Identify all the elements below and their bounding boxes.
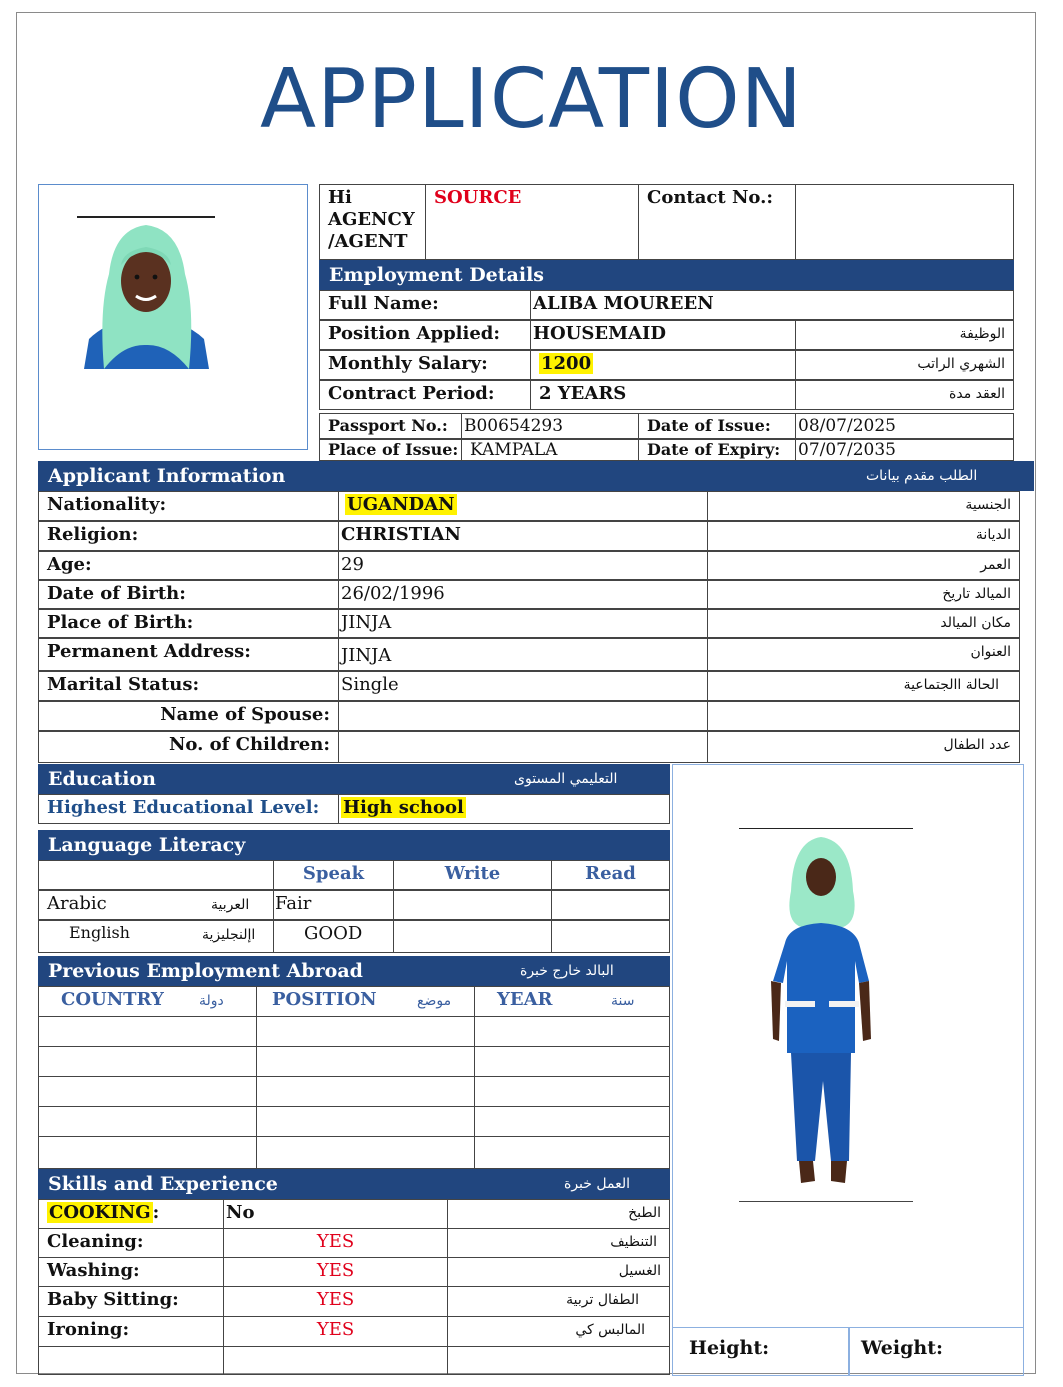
skills-header-label: Skills and Experience: [48, 1173, 278, 1195]
table-cell: [223, 1346, 448, 1375]
english-write: [393, 920, 552, 953]
table-cell: [38, 1106, 257, 1137]
table-cell: [256, 1016, 475, 1047]
skill-washing-value: YES: [223, 1257, 448, 1287]
pob-label: Place of Birth:: [38, 609, 339, 638]
dob-label: Date of Birth:: [38, 580, 339, 609]
col-country-arabic: دولة: [199, 993, 224, 1009]
col-position-arabic: موضع: [417, 993, 452, 1009]
address-arabic: العنوان: [707, 638, 1020, 671]
position-value: HOUSEMAID: [530, 320, 796, 350]
contract-label: Contract Period:: [319, 380, 531, 410]
table-cell: [256, 1106, 475, 1137]
skill-cooking-value: No: [223, 1199, 448, 1229]
table-cell: [474, 1136, 670, 1169]
contract-arabic: العقد مدة: [795, 380, 1014, 410]
table-cell: [474, 1106, 670, 1137]
age-value: 29: [338, 551, 708, 580]
table-cell: [38, 1346, 224, 1375]
education-header: [38, 764, 670, 794]
skills-header-arabic: العمل خبرة: [564, 1176, 630, 1192]
skills-table: COOKING : No الطبخ Cleaning: YES التنظيف Washing: YES الغسيل Baby Sitting: YES الطفال تربية Ironing: YES المالبس كي: [38, 1199, 670, 1375]
religion-value: CHRISTIAN: [338, 521, 708, 551]
address-label: Permanent Address:: [38, 638, 339, 671]
col-year-arabic: سنة: [611, 993, 635, 1009]
religion-arabic: الديانة: [707, 521, 1020, 551]
table-cell: [474, 1076, 670, 1107]
age-label: Age:: [38, 551, 339, 580]
issue-date-label: Date of Issue:: [638, 413, 796, 439]
pob-arabic: مكان الميالد: [707, 609, 1020, 638]
previous-header: [38, 956, 670, 986]
salary-value: 1200: [541, 353, 592, 374]
table-cell: [256, 1136, 475, 1169]
passport-no-label: Passport No.:: [319, 413, 462, 439]
spouse-label: Name of Spouse:: [38, 701, 339, 731]
applicant-full-photo: [763, 831, 883, 1203]
table-cell: [474, 1016, 670, 1047]
source-label: SOURCE: [425, 184, 639, 260]
issue-date-value: 08/07/2025: [795, 413, 1014, 439]
photo-top-line: [739, 828, 913, 829]
english-speak: GOOD: [273, 920, 394, 953]
place-issue-label: Place of Issue:: [319, 439, 462, 461]
place-issue-value: KAMPALA: [461, 439, 639, 461]
nationality-arabic: الجنسية: [707, 491, 1020, 521]
photo-bottom-line: [739, 1201, 913, 1202]
dob-value: 26/02/1996: [338, 580, 708, 609]
col-write: Write: [393, 860, 552, 890]
spouse-arabic: [707, 701, 1020, 731]
children-arabic: عدد الطفال: [707, 731, 1020, 763]
edu-level-label: Highest Educational Level:: [38, 794, 339, 824]
passport-no-value: B00654293: [461, 413, 639, 439]
address-value: JINJA: [338, 638, 708, 671]
dob-arabic: الميالد تاريخ: [707, 580, 1020, 609]
language-header: Language Literacy: [38, 830, 670, 860]
language-corner-cell: [38, 860, 274, 890]
height-label: Height:: [689, 1337, 770, 1359]
skill-babysitting-label: Baby Sitting:: [38, 1286, 224, 1317]
applicant-header-arabic: الطلب مقدم بيانات: [866, 468, 978, 484]
skill-washing-arabic: الغسيل: [447, 1257, 670, 1287]
table-cell: [256, 1046, 475, 1077]
photo-top-line: [77, 216, 215, 218]
col-year-label: YEAR: [497, 989, 553, 1010]
skill-cleaning-arabic: التنظيف: [447, 1228, 670, 1258]
nationality-value: UGANDAN: [347, 494, 455, 515]
english-read: [551, 920, 670, 953]
employment-header: Employment Details: [319, 260, 1014, 290]
children-value: [338, 731, 708, 763]
col-country: [38, 986, 257, 1017]
table-cell: [38, 1016, 257, 1047]
col-speak: Speak: [273, 860, 394, 890]
edu-level-value: High school: [343, 797, 464, 818]
agency-label: Hi AGENCY /AGENT: [319, 184, 426, 260]
skill-ironing-label: Ironing:: [38, 1316, 224, 1347]
lang-english-ar: اإلنجليزية: [202, 927, 256, 943]
skill-cleaning-value: YES: [223, 1228, 448, 1258]
table-cell: [447, 1346, 670, 1375]
previous-header-label: Previous Employment Abroad: [48, 960, 363, 982]
col-position: [256, 986, 475, 1017]
table-cell: [38, 1076, 257, 1107]
lang-row-english: [38, 920, 274, 953]
arabic-speak: Fair: [273, 890, 394, 920]
passport-photo-frame: [38, 184, 308, 450]
col-year: [474, 986, 670, 1017]
contact-label: Contact No.:: [638, 184, 796, 260]
table-cell: [474, 1046, 670, 1077]
full-name-value: ALIBA MOUREEN: [530, 290, 1014, 320]
previous-header-arabic: البالد خارج خبرة: [520, 963, 614, 979]
arabic-read: [551, 890, 670, 920]
marital-arabic: الحالة االجتماعية: [707, 671, 1020, 701]
contract-value: 2 YEARS: [530, 380, 796, 410]
pob-value: JINJA: [338, 609, 708, 638]
marital-value: Single: [338, 671, 708, 701]
skill-ironing-value: YES: [223, 1316, 448, 1347]
table-cell: [256, 1076, 475, 1107]
lang-arabic-label: Arabic: [47, 893, 107, 914]
skill-cleaning-label: Cleaning:: [38, 1228, 224, 1258]
spouse-value: [338, 701, 708, 731]
lang-arabic-ar: العربية: [211, 897, 250, 913]
lang-row-arabic: [38, 890, 274, 920]
applicant-header: [38, 461, 1034, 491]
contact-value: [795, 184, 1014, 260]
marital-label: Marital Status:: [38, 671, 339, 701]
full-name-label: Full Name:: [319, 290, 531, 320]
col-country-label: COUNTRY: [61, 989, 164, 1010]
applicant-header-label: Applicant Information: [48, 465, 286, 487]
table-cell: [38, 1136, 257, 1169]
education-header-arabic: التعليمي المستوى: [514, 771, 618, 787]
applicant-headshot: [79, 219, 214, 369]
skill-cooking-label: COOKING: [49, 1202, 151, 1223]
nationality-label: Nationality:: [38, 491, 339, 521]
skill-washing-label: Washing:: [38, 1257, 224, 1287]
skill-cooking-arabic: الطبخ: [447, 1199, 670, 1229]
children-label: No. of Children:: [38, 731, 339, 763]
previous-table-body: [38, 1016, 670, 1169]
skill-ironing-arabic: المالبس كي: [447, 1316, 670, 1347]
age-arabic: العمر: [707, 551, 1020, 580]
expiry-date-label: Date of Expiry:: [638, 439, 796, 461]
religion-label: Religion:: [38, 521, 339, 551]
skill-babysitting-arabic: الطفال تربية: [447, 1286, 670, 1317]
full-body-photo-frame: [672, 764, 1024, 1376]
page-title: APPLICATION: [260, 52, 803, 147]
lang-english-label: English: [69, 923, 130, 942]
skill-babysitting-value: YES: [223, 1286, 448, 1317]
arabic-write: [393, 890, 552, 920]
position-label: Position Applied:: [319, 320, 531, 350]
weight-label: Weight:: [861, 1337, 943, 1359]
col-position-label: POSITION: [272, 989, 377, 1010]
measurement-divider: [848, 1327, 850, 1375]
skills-header: [38, 1169, 670, 1199]
education-header-label: Education: [48, 768, 156, 790]
table-cell: [38, 1046, 257, 1077]
expiry-date-value: 07/07/2035: [795, 439, 1014, 461]
salary-label: Monthly Salary:: [319, 350, 531, 380]
col-read: Read: [551, 860, 670, 890]
salary-arabic: الشهري الراتب: [795, 350, 1014, 380]
position-arabic: الوظيفة: [795, 320, 1014, 350]
